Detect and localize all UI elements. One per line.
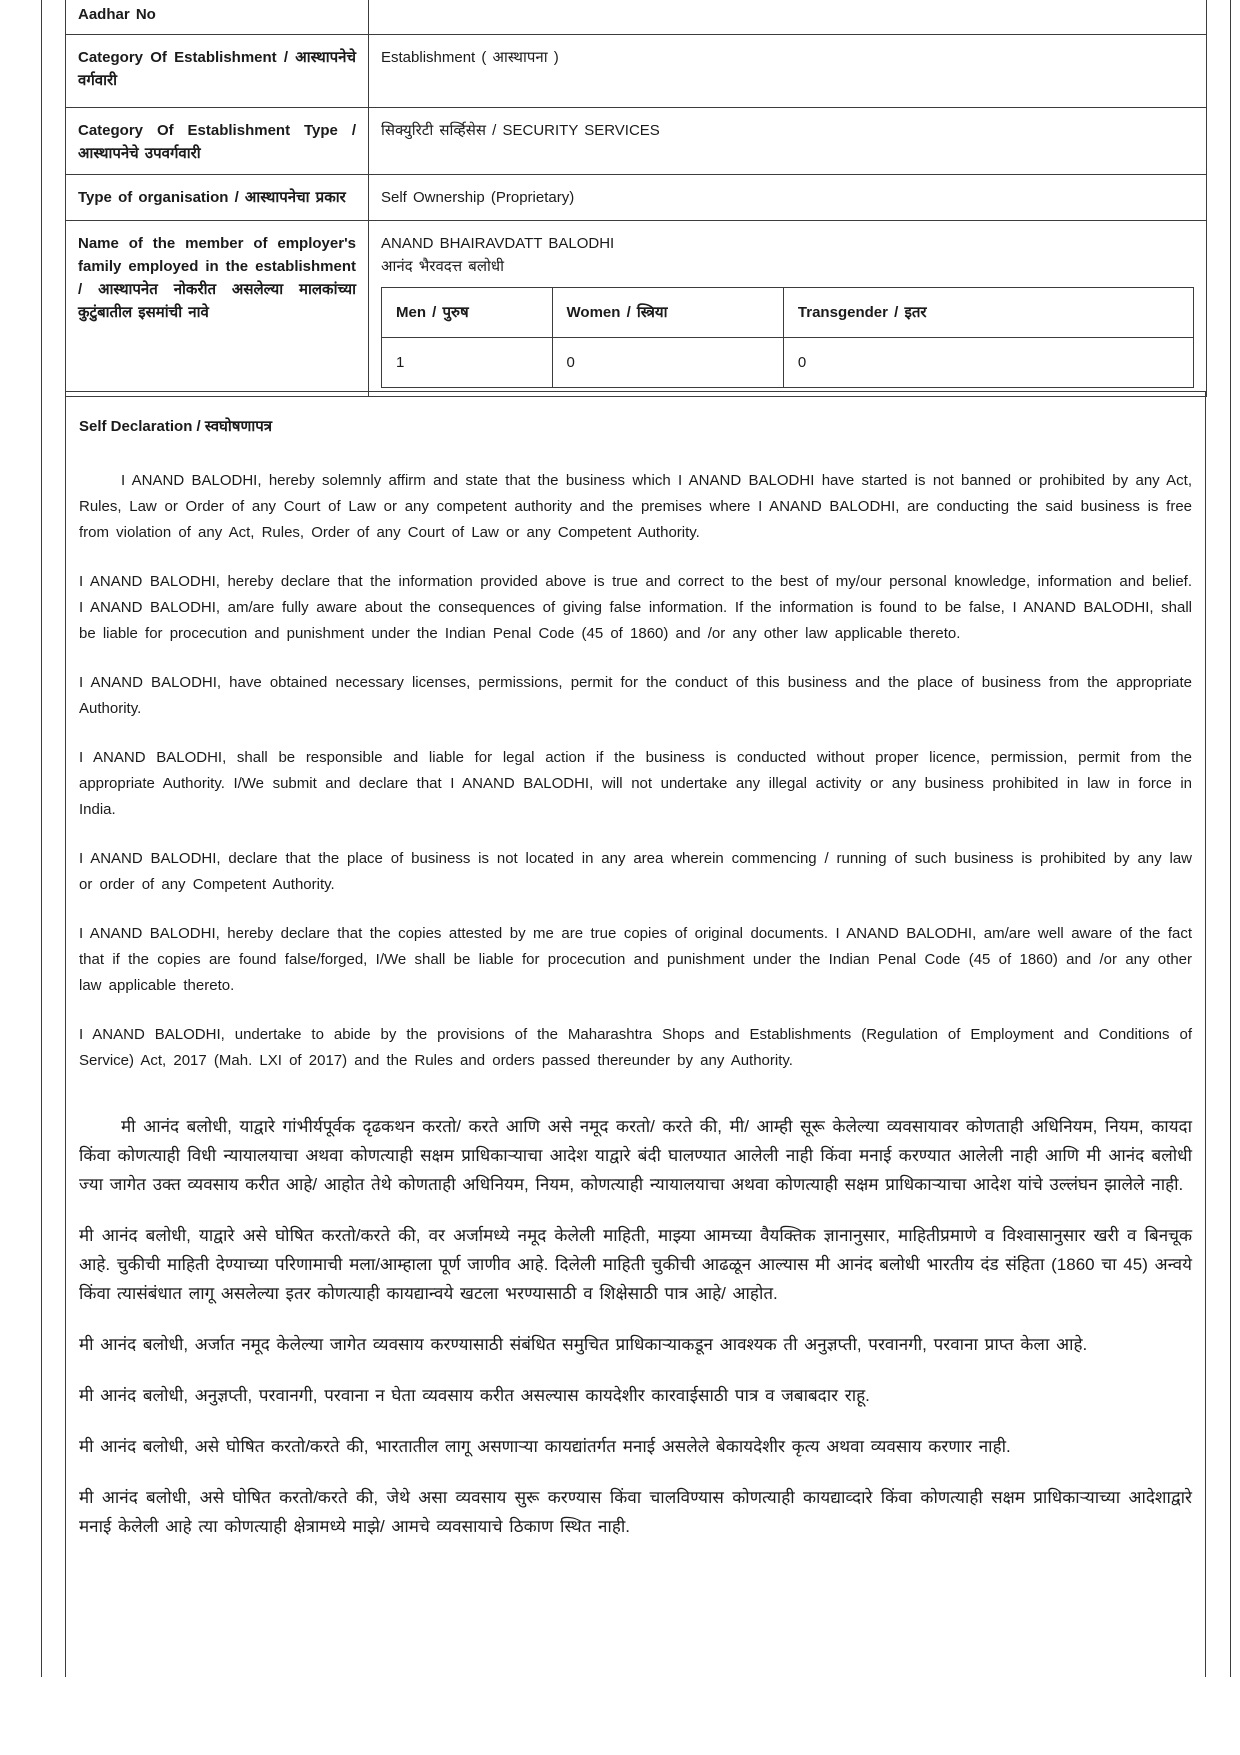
declaration-paragraph-en: I ANAND BALODHI, have obtained necessary licenses, permissions, permit for the conduct of this business and the place of business from the appropriate Authority.	[79, 674, 1192, 717]
table-row	[66, 108, 1207, 175]
declaration-paragraph-en: I ANAND BALODHI, undertake to abide by the provisions of the Maharashtra Shops and Establishments (Regulation of Employment and Conditions of Service) Act, 2017 (Mah. LXI of 2017) and the Rules and orders passed thereunder by any Authority.	[79, 1026, 1192, 1069]
women-count: 0	[552, 338, 783, 388]
self-declaration-section	[65, 391, 1206, 1677]
family-members-count-table	[381, 287, 1194, 388]
declaration-paragraph-en: I ANAND BALODHI, shall be responsible and liable for legal action if the business is conducted without proper licence, permission, permit from the appropriate Authority. I/We submit and declare that I ANAND BALODHI, will not undertake any illegal activity or any business prohibited in law in force in India.	[79, 749, 1192, 818]
men-count: 1	[382, 338, 553, 388]
type-of-organisation-value: Self Ownership (Proprietary)	[369, 175, 1207, 221]
declaration-paragraph-mr: मी आनंद बलोधी, असे घोषित करतो/करते की, भारतातील लागू असणाऱ्या कायद्यांतर्गत मनाई असलेले बेकायदेशीर कृत्य अथवा व्यवसाय करणार नाही.	[79, 1437, 1011, 1456]
declaration-paragraph-en: I ANAND BALODHI, hereby declare that the information provided above is true and correct to the best of my/our personal knowledge, information and belief. I ANAND BALODHI, am/are fully aware about the consequences of giving false information. If the information is found to be false, I ANAND BALODHI, shall be liable for procecution and punishment under the Indian Penal Code (45 of 1860) and /or any other law applicable thereto.	[79, 573, 1192, 642]
transgender-count: 0	[783, 338, 1193, 388]
family-member-name-label: Name of the member of employer's family employed in the establishment / आस्थापनेत नोकरीत असलेल्या मालकांच्या कुटुंबातील इसमांची नावे	[66, 221, 369, 397]
declaration-paragraph-en: I ANAND BALODHI, hereby solemnly affirm and state that the business which I ANAND BALODHI have started is not banned or prohibited by any Act, Rules, Law or Order of any Court of Law or any competent authority and the premises where I ANAND BALODHI, are conducting the said business is free from violation of any Act, Rules, Order of any Court of Law or any Competent Authority.	[79, 472, 1192, 541]
table-row	[66, 175, 1207, 221]
table-row	[382, 338, 1194, 388]
declaration-paragraph-mr: मी आनंद बलोधी, अनुज्ञप्ती, परवानगी, परवाना न घेता व्यवसाय करीत असल्यास कायदेशीर कारवाईसाठी पात्र व जबाबदार राहू.	[79, 1386, 870, 1405]
family-member-name-value	[369, 221, 1207, 397]
table-row	[66, 35, 1207, 108]
women-header: Women / स्त्रिया	[552, 288, 783, 338]
declaration-paragraph-mr: मी आनंद बलोधी, असे घोषित करतो/करते की, जेथे असा व्यवसाय सुरू करण्यास किंवा चालविण्यास कोणत्याही कायद्याव्दारे किंवा कोणत्याही सक्षम प्राधिकाऱ्याच्या आदेशाद्वारे मनाई केलेली आहे त्या कोणत्याही क्षेत्रामध्ये माझे/ आमचे व्यवसायाचे ठिकाण स्थित नाही.	[79, 1488, 1192, 1536]
family-member-name-mr: आनंद भैरवदत्त बलोधी	[381, 258, 505, 275]
type-of-organisation-label: Type of organisation / आस्थापनेचा प्रकार	[66, 175, 369, 221]
table-row	[382, 288, 1194, 338]
declaration-paragraph-mr: मी आनंद बलोधी, अर्जात नमूद केलेल्या जागेत व्यवसाय करण्यासाठी संबंधित समुचित प्राधिकाऱ्याकडून आवश्यक ती अनुज्ञप्ती, परवानगी, परवाना प्राप्त केला आहे.	[79, 1335, 1088, 1354]
category-of-establishment-label: Category Of Establishment / आस्थापनेचे वर्गवारी	[66, 35, 369, 108]
self-declaration-heading: Self Declaration / स्वघोषणापत्र	[79, 418, 272, 435]
category-of-establishment-value: Establishment ( आस्थापना )	[369, 35, 1207, 108]
aadhar-no-label: Aadhar No	[66, 0, 369, 35]
table-row	[66, 0, 1207, 35]
table-row	[66, 221, 1207, 397]
aadhar-no-value	[369, 0, 1207, 35]
declaration-paragraph-en: I ANAND BALODHI, hereby declare that the copies attested by me are true copies of original documents. I ANAND BALODHI, am/are well aware of the fact that if the copies are found false/forged, I/We shall be liable for procecution and punishment under the Indian Penal Code (45 of 1860) and /or any other law applicable thereto.	[79, 925, 1192, 994]
establishment-details-table	[65, 0, 1207, 397]
family-member-name-en: ANAND BHAIRAVDATT BALODHI	[381, 235, 615, 252]
declaration-paragraph-mr: मी आनंद बलोधी, याद्वारे गांभीर्यपूर्वक दृढकथन करतो/ करते आणि असे नमूद करतो/ करते की, मी/ आम्ही सूरू केलेल्या व्यवसायावर कोणताही अधिनियम, नियम, कायदा किंवा कोणत्याही विधी न्यायालयाचा अथवा कोणत्याही सक्षम प्राधिकाऱ्याचा आदेश याद्वारे बंदी घालण्यात आलेली नाही किंवा मनाई करण्यात आलेली नाही आणि मी आनंद बलोधी ज्या जागेत उक्त व्यवसाय करीत आहे/ आहोत तेथे कोणताही अधिनियम, नियम, कोणत्याही न्यायालयाचा अथवा कोणत्याही सक्षम प्राधिकाऱ्याचा आदेश यांचे उल्लंघन झालेले नाही.	[79, 1117, 1192, 1194]
transgender-header: Transgender / इतर	[783, 288, 1193, 338]
declaration-paragraph-en: I ANAND BALODHI, declare that the place of business is not located in any area wherein commencing / running of such business is prohibited by any law or order of any Competent Authority.	[79, 850, 1192, 893]
declaration-paragraph-mr: मी आनंद बलोधी, याद्वारे असे घोषित करतो/करते की, वर अर्जामध्ये नमूद केलेली माहिती, माझ्या आमच्या वैयक्तिक ज्ञानानुसार, माहितीप्रमाणे व विश्वासानुसार खरी व बिनचूक आहे. चुकीची माहिती देण्याच्या परिणामाची मला/आम्हाला पूर्ण जाणीव आहे. दिलेली माहिती चुकीची आढळून आल्यास मी आनंद बलोधी भारतीय दंड संहिता (1860 चा 45) अन्वये किंवा त्यासंबंधात लागू असलेल्या इतर कोणत्याही कायद्यान्वये खटला भरण्यासाठी व शिक्षेसाठी पात्र आहे/ आहोत.	[79, 1226, 1192, 1303]
men-header: Men / पुरुष	[382, 288, 553, 338]
category-of-establishment-type-label: Category Of Establishment Type / आस्थापनेचे उपवर्गवारी	[66, 108, 369, 175]
category-of-establishment-type-value: सिक्युरिटी सर्व्हिसेस / SECURITY SERVICES	[369, 108, 1207, 175]
